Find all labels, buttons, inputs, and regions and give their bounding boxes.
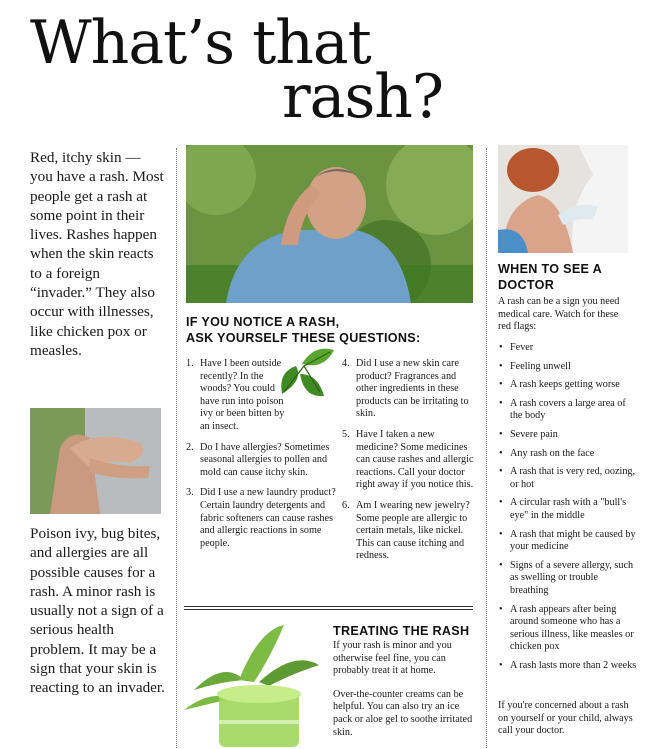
list-item: • A rash covers a large area of the body	[498, 398, 638, 423]
question-text: Did I use a new skin care product? Fragrances and other ingredients in these products can be irritating to skin.	[356, 358, 469, 420]
list-item: • A rash that is very red, oozing, or hot	[498, 466, 638, 491]
treating-body	[333, 640, 478, 749]
list-item: • A rash keeps getting worse	[498, 379, 638, 392]
list-item: • A rash lasts more than 2 weeks	[498, 660, 638, 673]
intro-paragraph-2: Poison ivy, bug bites, and allergies are all possible causes for a rash. A minor rash is usually not a sign of a serious health problem. It may be a sign that your skin is reacting to an invader.	[30, 525, 165, 697]
questions-list-left	[186, 358, 336, 558]
doctor-examining-photo	[498, 145, 628, 253]
questions-list-right	[342, 358, 477, 571]
title-line-2: rash?	[282, 62, 444, 132]
question-text: Do I have allergies? Sometimes seasonal allergies to pollen and mold can cause itchy skin.	[200, 441, 330, 478]
question-number: 2.	[186, 441, 194, 453]
question-number: 6.	[342, 499, 350, 511]
list-item: • Signs of a severe allergy, such as swelling or trouble breathing	[498, 560, 638, 598]
list-item: • Severe pain	[498, 429, 638, 442]
question-item	[342, 429, 477, 492]
list-item: • A rash appears after being around someone who has a serious illness, like measles or chicken pox	[498, 604, 638, 654]
man-scratching-neck-photo	[186, 145, 473, 303]
question-number: 1.	[186, 358, 194, 369]
list-item: • Fever	[498, 342, 638, 355]
aloe-gel-photo	[184, 620, 324, 749]
red-flags-list	[498, 342, 638, 678]
question-text: Am I wearing new jewelry? Some people are allergic to certain metals, like nickel. This can cause itching and redness.	[356, 499, 470, 562]
column-divider-left	[176, 148, 177, 748]
doctor-outro: If you're concerned about a rash on yourself or your child, always call your doctor.	[498, 700, 633, 737]
question-item	[186, 487, 336, 550]
question-number: 4.	[342, 358, 350, 369]
question-text: Did I use a new laundry product? Certain laundry detergents and fabric softeners can cause rashes and allergic reactions in some people.	[200, 487, 336, 549]
doctor-intro: A rash can be a sign you need medical care. Watch for these red flags:	[498, 296, 620, 333]
list-item: • Any rash on the face	[498, 448, 638, 461]
question-text: Have I been outside recently? In the woods? You could have run into poison ivy or been bitten by an insect.	[200, 358, 285, 432]
intro-paragraph: Red, itchy skin — you have a rash. Most people get a rash at some point in their lives. Rashes happen when the skin reacts to a foreign “invader.” They also occur with illnesses, like chicken pox or measles.	[30, 149, 164, 359]
list-item: • A circular rash with a "bull's eye" in the middle	[498, 497, 638, 522]
question-item	[186, 442, 336, 480]
treating-paragraph: If your rash is minor and you otherwise feel fine, you can probably treat it at home.	[333, 640, 452, 677]
title-line-1: What’s that	[30, 8, 371, 78]
doctor-heading	[498, 262, 633, 293]
questions-heading	[186, 314, 476, 346]
questions-heading-line-1: IF YOU NOTICE A RASH,	[186, 315, 340, 329]
question-number: 5.	[342, 428, 350, 440]
section-divider	[184, 606, 473, 610]
column-divider-right	[486, 148, 487, 748]
list-item: • Feeling unwell	[498, 361, 638, 374]
question-item	[342, 358, 477, 421]
doctor-heading-line-1: WHEN TO SEE A	[498, 262, 602, 276]
question-number: 3.	[186, 487, 194, 499]
treating-paragraph: Over-the-counter creams can be helpful. You can also try an ice pack or aloe gel to soothe irritated skin.	[333, 688, 473, 738]
scratching-hands-photo	[30, 408, 161, 514]
question-text: Have I taken a new medicine? Some medicines can cause rashes and allergic reactions. Call your doctor right away if you notice this.	[356, 428, 474, 491]
list-item: • A rash that might be caused by your medicine	[498, 529, 638, 554]
questions-heading-line-2: ASK YOURSELF THESE QUESTIONS:	[186, 331, 421, 345]
question-item	[342, 500, 477, 563]
question-item	[186, 358, 336, 434]
doctor-heading-line-2: DOCTOR	[498, 277, 555, 292]
treating-heading: TREATING THE RASH	[333, 624, 470, 638]
